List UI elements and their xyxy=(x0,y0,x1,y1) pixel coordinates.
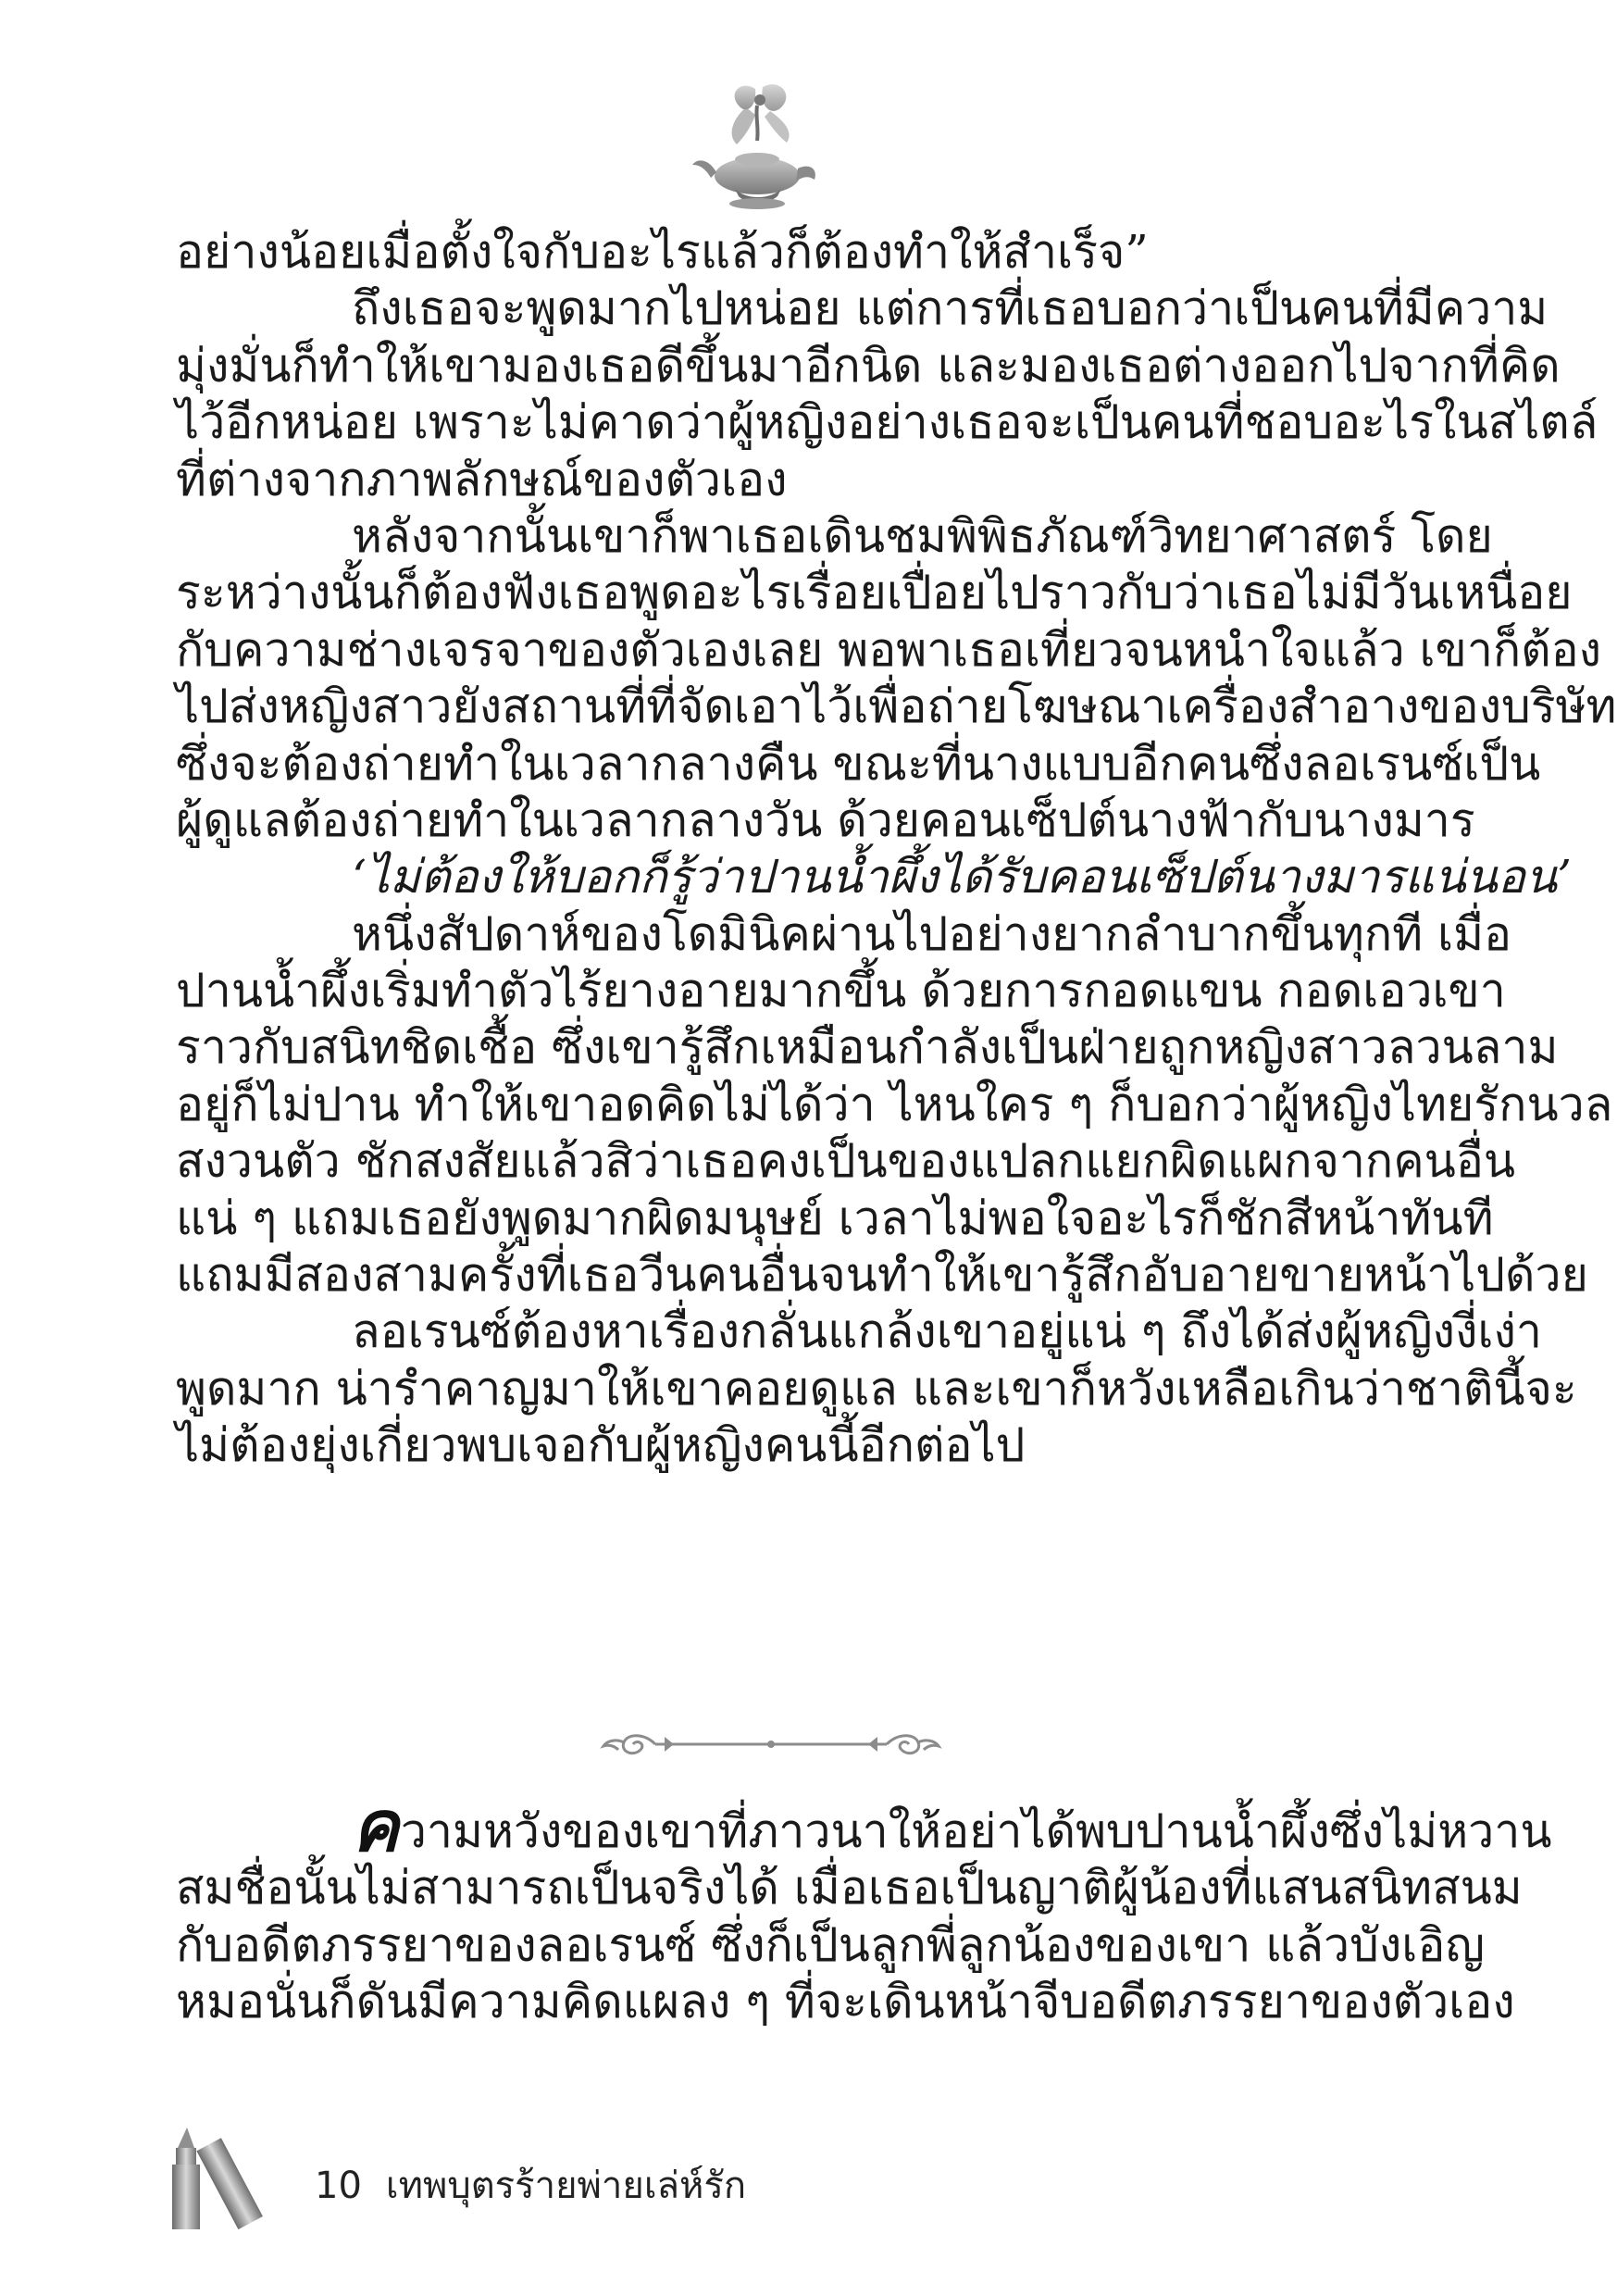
body-text-section-1 xyxy=(176,224,1617,1475)
text-line: อย่างน้อยเมื่อตั้งใจกับอะไรแล้วก็ต้องทำให้สำเร็จ” xyxy=(176,225,1149,279)
section2-line: กับอดีตภรรยาของลอเรนซ์ ซึ่งก็เป็นลูกพี่ลูกน้องของเขา แล้วบังเอิญ xyxy=(176,1917,1485,1972)
text-line: ไม่ต้องยุ่งเกี่ยวพบเจอกับผู้หญิงคนนี้อีกต่อไป xyxy=(176,1418,1026,1473)
text-line: ที่ต่างจากภาพลักษณ์ของตัวเอง xyxy=(176,452,788,506)
teapot-fairy-ornament xyxy=(690,80,820,217)
text-line: หลังจากนั้นเขาก็พาเธอเดินชมพิพิธภัณฑ์วิทยาศาสตร์ โดย xyxy=(352,508,1493,563)
text-line: ซึ่งจะต้องถ่ายทำในเวลากลางคืน ขณะที่นางแบบอีกคนซึ่งลอเรนซ์เป็น xyxy=(176,736,1541,791)
text-line: ราวกับสนิทชิดเชื้อ ซึ่งเขารู้สึกเหมือนกำลังเป็นฝ่ายถูกหญิงสาวลวนลาม xyxy=(176,1020,1559,1075)
text-line: สงวนตัว ชักสงสัยแล้วสิว่าเธอคงเป็นของแปลกแยกผิดแผกจากคนอื่น xyxy=(176,1134,1516,1189)
text-line: ‘ไม่ต้องให้บอกก็รู้ว่าปานน้ำผึ้งได้รับคอนเซ็ปต์นางมารแน่นอน’ xyxy=(352,850,1572,905)
section2-line: หมอนั่นก็ดันมีความคิดแผลง ๆ ที่จะเดินหน้าจีบอดีตภรรยาของตัวเอง xyxy=(176,1975,1515,2029)
folio xyxy=(315,2155,746,2215)
text-line: แถมมีสองสามครั้งที่เธอวีนคนอื่นจนทำให้เขารู้สึกอับอายขายหน้าไปด้วย xyxy=(176,1248,1588,1303)
text-line: ไว้อีกหน่อย เพราะไม่คาดว่าผู้หญิงอย่างเธอจะเป็นคนที่ชอบอะไรในสไตล์ xyxy=(176,395,1598,450)
text-line: ลอเรนซ์ต้องหาเรื่องกลั่นแกล้งเขาอยู่แน่ ๆ ถึงได้ส่งผู้หญิงงี่เง่า xyxy=(352,1304,1542,1359)
body-text-section-2 xyxy=(176,1785,1552,2031)
lipstick-icon xyxy=(157,2120,287,2231)
text-line: ปานน้ำผึ้งเริ่มทำตัวไร้ยางอายมากขึ้น ด้วยการกอดแขน กอดเอวเขา xyxy=(176,964,1506,1018)
text-line: ระหว่างนั้นก็ต้องฟังเธอพูดอะไรเรื่อยเปื่อยไปราวกับว่าเธอไม่มีวันเหนื่อย xyxy=(176,566,1573,620)
section2-first-line-text: วามหวังของเขาที่ภาวนาให้อย่าได้พบปานน้ำผึ้งซึ่งไม่หวาน xyxy=(400,1804,1552,1858)
text-line: อยู่ก็ไม่ปาน ทำให้เขาอดคิดไม่ได้ว่า ไหนใคร ๆ ก็บอกว่าผู้หญิงไทยรักนวล xyxy=(176,1077,1613,1131)
drop-cap: ค xyxy=(352,1785,399,1867)
text-line: มุ่งมั่นก็ทำให้เขามองเธอดีขึ้นมาอีกนิด และมองเธอต่างออกไปจากที่คิด xyxy=(176,338,1561,393)
text-line: ถึงเธอจะพูดมากไปหน่อย แต่การที่เธอบอกว่าเป็นคนที่มีความ xyxy=(352,281,1549,336)
page-number: 10 xyxy=(315,2165,362,2207)
text-line: หนึ่งสัปดาห์ของโดมินิคผ่านไปอย่างยากลำบากขึ้นทุกที เมื่อ xyxy=(352,906,1512,961)
book-title: เทพบุตรร้ายพ่ายเล่ห์รัก xyxy=(385,2165,747,2207)
text-line: ไปส่งหญิงสาวยังสถานที่ที่จัดเอาไว้เพื่อถ่ายโฆษณาเครื่องสำอางของบริษัท xyxy=(176,680,1617,734)
text-line: กับความช่างเจรจาของตัวเองเลย พอพาเธอเที่ยวจนหนำใจแล้ว เขาก็ต้อง xyxy=(176,622,1602,677)
section2-line: สมชื่อนั้นไม่สามารถเป็นจริงได้ เมื่อเธอเป็นญาติผู้น้องที่แสนสนิทสนม xyxy=(176,1861,1523,1915)
section2-first-line xyxy=(176,1785,1552,1867)
page-footer xyxy=(157,2120,805,2231)
text-line: แน่ ๆ แถมเธอยังพูดมากผิดมนุษย์ เวลาไม่พอใจอะไรก็ชักสีหน้าทันที xyxy=(176,1191,1494,1245)
text-line: ผู้ดูแลต้องถ่ายทำในเวลากลางวัน ด้วยคอนเซ็ปต์นางฟ้ากับนางมาร xyxy=(176,792,1475,847)
text-line: พูดมาก น่ารำคาญมาให้เขาคอยดูแล และเขาก็หวังเหลือเกินว่าชาตินี้จะ xyxy=(176,1361,1577,1416)
scroll-divider-ornament xyxy=(600,1724,942,1765)
